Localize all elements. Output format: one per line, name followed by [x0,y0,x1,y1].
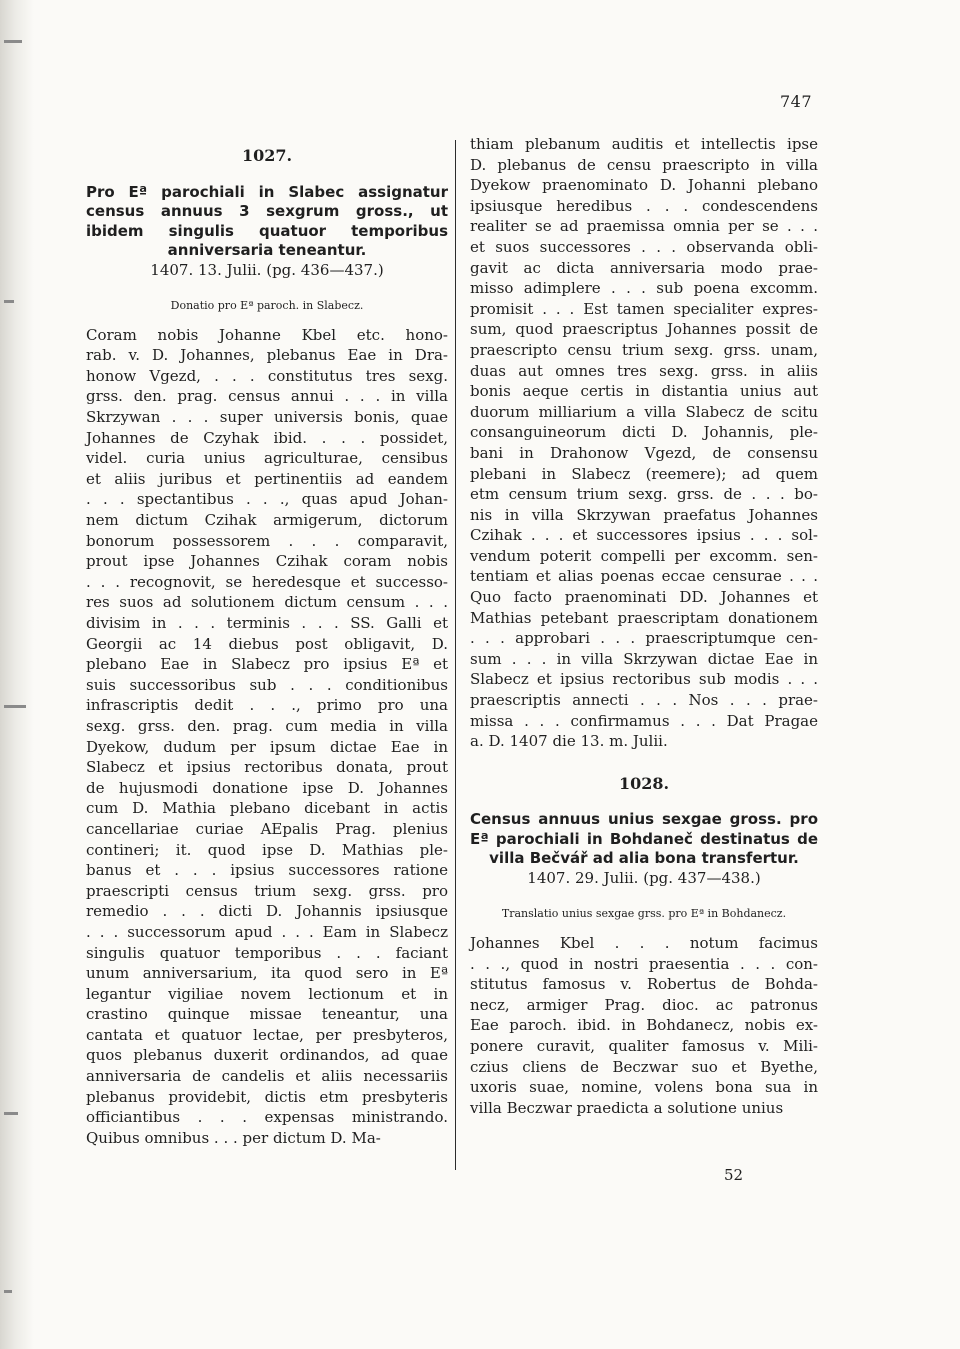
text-line: promisit . . . Est tamen specialiter expres- [470,299,818,318]
heading-date: 1407. 29. Julii. (pg. 437—438.) [527,868,761,887]
text-line: . . ., quod in nostri praesentia . . . con- [470,954,818,973]
text-line: bonorum possessorem . . . comparavit, [86,531,448,550]
text-line: et aliis juribus et pertinentiis ad eandem [86,469,448,488]
scan-mark [4,1112,18,1115]
text-line: . . . spectantibus . . ., quas apud Johan- [86,490,448,509]
text-line: Skrzywan . . . super universis bonis, quae [86,408,448,427]
text-line: rab. v. D. Johannes, plebanus Eae in Dra- [86,346,448,365]
text-line: tentiam et alias poenas eccae censurae . . . [470,567,818,586]
entry-abstract: Donatio pro Eª paroch. in Slabecz. [170,299,364,313]
text-line: praescriptis annecti . . . Nos . . . prae- [470,691,818,710]
text-line: stitutus famosus v. Robertus de Bohda- [470,975,818,994]
text-line: Slabecz et ipsius rectoribus sub modis . . . [470,670,818,689]
text-line: ponere curavit, qualiter famosus v. Mili- [470,1036,818,1055]
column-divider [455,140,456,1170]
text-line: de hujusmodi donatione ipse D. Johannes [86,778,448,797]
text-line: sum, quod praescriptus Johannes possit de [470,320,818,339]
heading-date: 1407. 13. Julii. (pg. 436—437.) [150,260,384,279]
text-line: nis in villa Skrzywan praefatus Johannes [470,505,818,524]
scan-mark [4,40,22,43]
signature-number: 52 [724,1166,744,1184]
text-line: bani in Drahonow Vgezd, de consensu [470,443,818,462]
text-line: suis successoribus sub . . . conditionibus [86,675,448,694]
text-line: grss. den. prag. census annui . . . in villa [86,387,448,406]
heading-text: Pro Eª parochiali in Slabec assignatur census annuus 3 sexgrum gross., ut ibidem singulis quatuor temporibus anniversaria teneantur. [86,182,448,260]
entry-abstract: Translatio unius sexgae grss. pro Eª in Bohdanecz. [501,907,787,921]
text-line: unum anniversarium, ita quod sero in Eª [86,964,448,983]
text-line: plebani in Slabecz (reemere); ad quem [470,464,818,483]
text-line: sum . . . in villa Skrzywan dictae Eae in [470,649,818,668]
text-line: Johannes de Czyhak ibid. . . . possidet, [86,428,448,447]
text-line: Slabecz et ipsius rectoribus donata, prout [86,758,448,777]
text-line: sexg. grss. den. prag. cum media in villa [86,716,448,735]
text-line: consanguineorum dicti D. Johannis, ple- [470,423,818,442]
body-text [86,325,448,1149]
text-line: infrascriptis dedit . . ., primo pro una [86,696,448,715]
text-line: ipsiusque heredibus . . . condescendens [470,196,818,215]
text-line: Coram nobis Johanne Kbel etc. hono- [86,325,448,344]
text-line: legantur vigiliae novem lectionum et in [86,984,448,1003]
text-line: bonis aeque certis in distantia unius aut [470,382,818,401]
text-line: missa . . . confirmamus . . . Dat Pragae [470,711,818,730]
text-line: . . . successorum apud . . . Eam in Slabecz [86,922,448,941]
left-column [86,140,448,1148]
scan-edge [0,0,34,1349]
text-line: Czihak . . . et successores ipsius . . . sol- [470,526,818,545]
text-line: czius cliens de Beczwar suo et Byethe, [470,1057,818,1076]
text-line: necz, armiger Prag. dioc. ac patronus [470,995,818,1014]
text-line: prout ipse Johannes Czihak coram nobis [86,552,448,571]
body-text [470,134,818,752]
text-line: duas aut omnes tres sexg. grss. in aliis [470,361,818,380]
text-line: divisim in . . . terminis . . . SS. Galli et [86,614,448,632]
text-line: res suos ad solutionem dictum censum . . . [86,593,448,612]
text-line: plebanus providebit, dictis etm presbyteris [86,1087,448,1106]
text-line: etm censum trium sexg. grss. de . . . bo- [470,485,818,504]
text-line: nem dictum Czihak armigerum, dictorum [86,511,448,530]
text-line: crastino quinque missae teneantur, una [86,1005,448,1024]
text-line: remedio . . . dicti D. Johannis ipsiusque [86,902,448,921]
text-line: duorum milliarium a villa Slabecz de scitu [470,402,818,421]
scan-mark [4,300,14,303]
text-line: Johannes Kbel . . . notum facimus [470,934,818,952]
entry-heading-1028 [470,810,818,888]
text-line: . . . recognovit, se heredesque et successo- [86,572,448,591]
text-line: misso adimplere . . . sub poena excomm. [470,279,818,298]
text-line: anniversaria de candelis et aliis necessariis [86,1067,448,1086]
entry-number-1028: 1028. [618,773,670,793]
text-line: cancellariae curiae AEpalis Prag. plenius [86,819,448,838]
text-line: honow Vgezd, . . . constitutus tres sexg. [86,366,448,385]
text-line: Quibus omnibus . . . per dictum D. Ma- [86,1128,381,1147]
text-line: cantata et quatuor lectae, per presbyteros, [86,1025,448,1044]
text-line: villa Beczwar praedicta a solutione unius [470,1098,784,1117]
text-line: gavit ac dicta anniversaria modo prae- [470,258,818,277]
text-line: Dyekow, dudum per ipsum dictae Eae in [86,737,448,756]
body-text [470,933,818,1118]
page-number: 747 [779,92,812,111]
scan-mark [4,705,26,708]
text-line: Dyekow praenominato D. Johanni plebano [470,176,818,195]
text-line: contineri; it. quod ipse D. Mathias ple- [86,840,448,859]
text-line: thiam plebanum auditis et intellectis ipse [470,135,818,153]
text-line: praescripto censu trium sexg. grss. unam, [470,340,818,359]
text-line: Eae paroch. ibid. in Bohdanecz, nobis ex- [470,1016,818,1035]
text-line: uxoris suae, nomine, volens bona sua in [470,1078,818,1097]
scan-mark [4,1290,12,1293]
text-line: D. plebanus de censu praescripto in villa [470,155,818,174]
text-line: et suos successores . . . observanda obli- [470,237,818,256]
text-line: plebano Eae in Slabecz pro ipsius Eª et [86,655,448,674]
text-line: praescripti census trium sexg. grss. pro [86,881,448,900]
entry-number-1027: 1027. [241,146,293,165]
text-line: realiter se ad praemissa omnia per se . . . [470,217,818,236]
text-line: banus et . . . ipsius successores ratione [86,861,448,880]
text-line: officiantibus . . . expensas ministrando. [86,1108,448,1127]
text-line: a. D. 1407 die 13. m. Julii. [470,732,668,751]
text-line: cum D. Mathia plebano dicebant in actis [86,799,448,818]
entry-heading-1027 [86,183,448,281]
text-line: Georgii ac 14 diebus post obligavit, D. [86,634,448,653]
text-line: . . . approbari . . . praescriptumque cen- [470,629,818,648]
heading-text: Census annuus unius sexgae gross. pro Eª parochiali in Bohdaneč destinatus de villa Bečvář ad alia bona transfertur. [470,810,818,868]
text-line: videl. curia unius agriculturae, censibus [86,449,448,468]
text-line: quos plebanus duxerit ordinandos, ad quae [86,1046,448,1065]
text-line: vendum poterit compelli per excomm. sen- [470,546,818,565]
text-line: singulis quatuor temporibus . . . faciant [86,943,448,962]
text-line: Quo facto praenominati DD. Johannes et [470,588,818,607]
right-column [470,134,818,1118]
text-line: Mathias petebant praescriptam donationem [470,608,818,627]
